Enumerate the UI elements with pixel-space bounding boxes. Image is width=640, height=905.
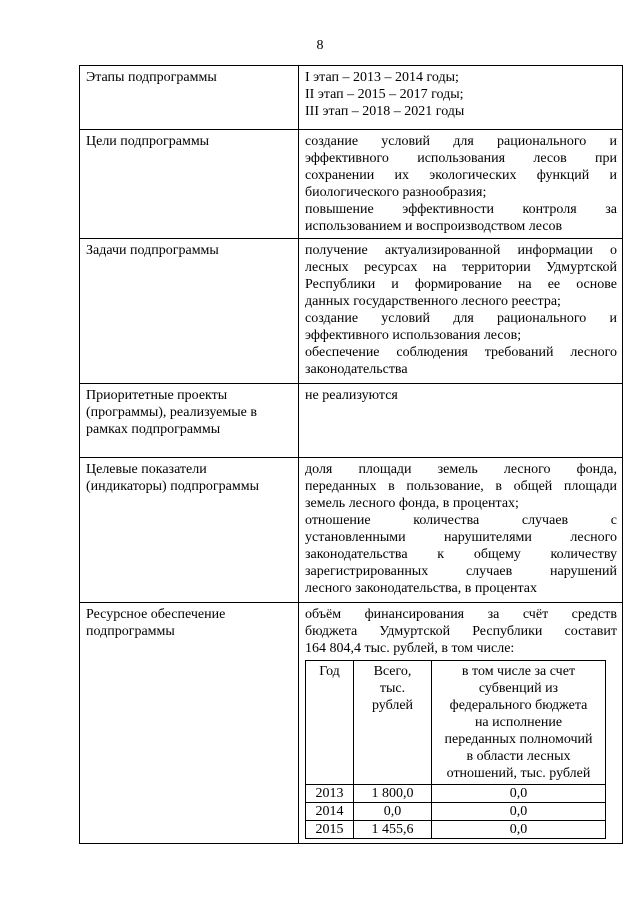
page-number: 8 (316, 38, 324, 53)
funding-table (305, 660, 606, 839)
row-label-goals: Цели подпрограммы (80, 130, 299, 239)
funding-cell-year: 2014 (306, 803, 354, 821)
table-row (80, 384, 623, 458)
funding-row (306, 821, 606, 839)
funding-row (306, 785, 606, 803)
funding-cell-subvention: 0,0 (432, 821, 606, 839)
funding-cell-subvention: 0,0 (432, 803, 606, 821)
row-label-tasks: Задачи подпрограммы (80, 239, 299, 384)
funding-cell-subvention: 0,0 (432, 785, 606, 803)
table-row (80, 130, 623, 239)
funding-cell-year: 2013 (306, 785, 354, 803)
table-row (80, 66, 623, 130)
row-value-stages: I этап – 2013 – 2014 годы; II этап – 2015 – 2017 годы; III этап – 2018 – 2021 годы (299, 66, 623, 130)
subprogram-passport-table (79, 65, 623, 844)
row-value-goals: создание условий для рационального и эффективного использования лесов при сохранении их экологических функций и биологического разнообразия; повышение эффективности контроля за использованием и воспроизводством лесов (299, 130, 623, 239)
funding-header-subvention: в том числе за счет субвенций из федерального бюджета на исполнение переданных полномочий в области лесных отношений, тыс. рублей (432, 661, 606, 785)
row-value-tasks: получение актуализированной информации о лесных ресурсах на территории Удмуртской Республики и формирование на ее основе данных государственного лесного реестра; создание условий для рационального и эффективного использования лесов; обеспечение соблюдения требований лесного законодательства (299, 239, 623, 384)
row-value-resources: объём финансирования за счёт средств бюджета Удмуртской Республики составит 164 804,4 тыс. рублей, в том числе: Год Всего, тыс. рублей в том числе за счет субвенций из федерального бюджета на исполнение переданных полномочий в области лесных отношений, тыс. рублей 2013 1 800,0 0,0 2014 0,0 0,0 2015 1 455,6 0,0 (299, 603, 623, 844)
table-row (80, 239, 623, 384)
row-label-indicators: Целевые показатели (индикаторы) подпрограммы (80, 458, 299, 603)
table-row (80, 458, 623, 603)
row-value-indicators: доля площади земель лесного фонда, переданных в пользование, в общей площади земель лесного фонда, в процентах; отношение количества случаев с установленными нарушителями лесного законодательства к общему количеству зарегистрированных случаев нарушений лесного законодательства, в процентах (299, 458, 623, 603)
funding-cell-total: 0,0 (354, 803, 432, 821)
funding-cell-total: 1 455,6 (354, 821, 432, 839)
row-label-projects: Приоритетные проекты (программы), реализуемые в рамках подпрограммы (80, 384, 299, 458)
funding-cell-year: 2015 (306, 821, 354, 839)
table-row (80, 603, 623, 844)
funding-row (306, 803, 606, 821)
funding-header-row (306, 661, 606, 785)
funding-header-year: Год (306, 661, 354, 785)
funding-header-total: Всего, тыс. рублей (354, 661, 432, 785)
row-label-stages: Этапы подпрограммы (80, 66, 299, 130)
funding-cell-total: 1 800,0 (354, 785, 432, 803)
row-label-resources: Ресурсное обеспечение подпрограммы (80, 603, 299, 844)
row-value-projects: не реализуются (299, 384, 623, 458)
